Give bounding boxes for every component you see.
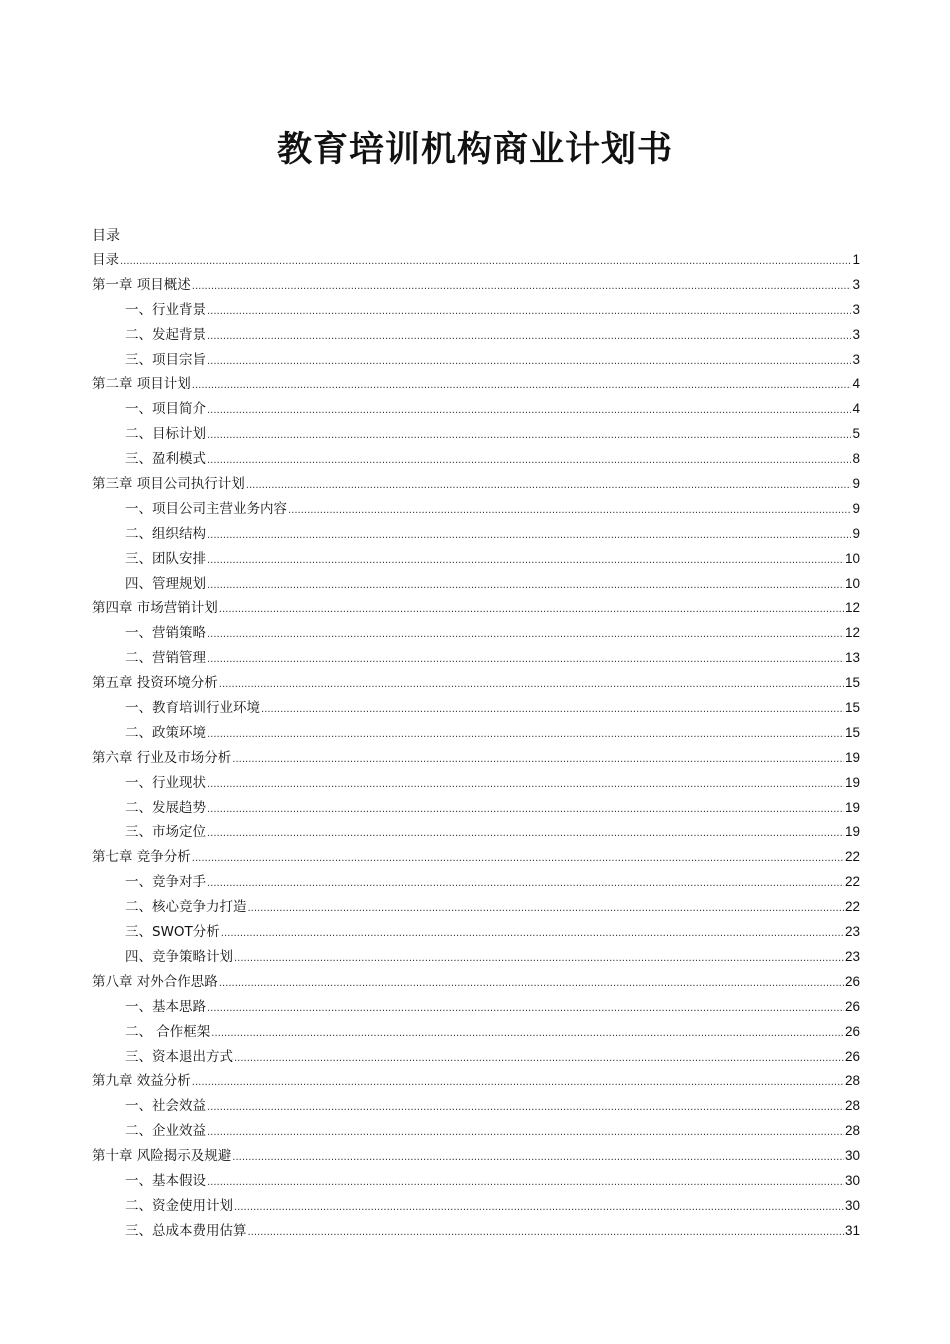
toc-dot-leader (192, 847, 844, 867)
toc-entry-page-number: 19 (844, 774, 860, 790)
toc-entry-label: 一、竞争对手 (125, 874, 206, 891)
toc-entry-label: 第二章 项目计划 (92, 376, 191, 393)
toc-entry-label: 三、总成本费用估算 (125, 1222, 247, 1239)
toc-entry[interactable] (92, 1096, 860, 1121)
toc-entry-page-number: 23 (844, 924, 860, 940)
toc-entry-label: 第四章 市场营销计划 (92, 600, 218, 617)
toc-entry-page-number: 9 (852, 500, 860, 516)
toc-dot-leader (246, 474, 852, 494)
toc-entry[interactable] (92, 872, 860, 897)
toc-entry-page-number: 28 (844, 1123, 860, 1139)
toc-entry-label: 二、企业效益 (125, 1123, 206, 1140)
toc-dot-leader (207, 449, 851, 469)
toc-entry-page-number: 4 (852, 376, 860, 392)
toc-entry-label: 第八章 对外合作思路 (92, 973, 218, 990)
toc-entry-page-number: 22 (844, 899, 860, 915)
toc-entry[interactable] (92, 250, 860, 275)
toc-entry-label: 四、管理规划 (125, 575, 206, 592)
toc-entry[interactable] (92, 399, 860, 424)
toc-dot-leader (248, 897, 844, 917)
toc-dot-leader (261, 698, 844, 718)
toc-entry-page-number: 9 (852, 525, 860, 541)
toc-entry-page-number: 1 (852, 252, 860, 267)
toc-dot-leader (192, 374, 852, 394)
toc-dot-leader (207, 773, 844, 793)
toc-dot-leader (192, 275, 852, 295)
toc-entry-label: 第十章 风险揭示及规避 (92, 1148, 232, 1165)
toc-dot-leader (219, 673, 844, 693)
toc-entry-page-number: 5 (852, 426, 860, 442)
toc-entry-page-number: 12 (844, 600, 860, 616)
toc-entry[interactable] (92, 922, 860, 947)
toc-entry-label: 三、团队安排 (125, 550, 206, 567)
toc-entry-page-number: 13 (844, 650, 860, 666)
toc-dot-leader (207, 648, 844, 668)
toc-dot-leader (219, 972, 844, 992)
toc-entry[interactable] (92, 499, 860, 524)
toc-entry[interactable] (92, 1196, 860, 1221)
toc-dot-leader (120, 250, 851, 270)
toc-entry-label: 一、项目简介 (125, 401, 206, 418)
toc-dot-leader (288, 499, 851, 519)
toc-entry[interactable] (92, 374, 860, 399)
toc-entry-page-number: 30 (844, 1148, 860, 1164)
toc-dot-leader (207, 1171, 844, 1191)
toc-entry-label: 第一章 项目概述 (92, 276, 191, 293)
toc-entry-label: 第六章 行业及市场分析 (92, 749, 232, 766)
toc-entry[interactable] (92, 1071, 860, 1096)
toc-entry[interactable] (92, 1022, 860, 1047)
toc-dot-leader (207, 574, 844, 594)
toc-entry-page-number: 22 (844, 849, 860, 865)
toc-entry-page-number: 19 (844, 799, 860, 815)
toc-entry-page-number: 9 (852, 476, 860, 492)
toc-entry[interactable] (92, 773, 860, 798)
toc-entry-label: 二、发起背景 (125, 326, 206, 343)
toc-entry[interactable] (92, 723, 860, 748)
toc-dot-leader (207, 872, 844, 892)
toc-entry[interactable] (92, 1121, 860, 1146)
toc-entry-label: 一、基本思路 (125, 998, 206, 1015)
toc-dot-leader (207, 1121, 844, 1141)
toc-entry[interactable] (92, 449, 860, 474)
toc-entry-page-number: 23 (844, 948, 860, 964)
toc-entry-page-number: 8 (852, 451, 860, 467)
toc-entry-label: 四、竞争策略计划 (125, 948, 233, 965)
toc-entry[interactable] (92, 350, 860, 375)
toc-entry[interactable] (92, 822, 860, 847)
toc-entry-label: 第五章 投资环境分析 (92, 675, 218, 692)
toc-entry-label: 第三章 项目公司执行计划 (92, 476, 245, 493)
toc-entry-page-number: 22 (844, 874, 860, 890)
toc-entry-page-number: 19 (844, 824, 860, 840)
toc-entry-page-number: 10 (844, 550, 860, 566)
toc-entry-label: 一、行业背景 (125, 301, 206, 318)
toc-entry-label: 二、核心竞争力打造 (125, 899, 247, 916)
table-of-contents (92, 250, 860, 1246)
toc-entry-label: 一、教育培训行业环境 (125, 700, 260, 717)
toc-dot-leader (232, 1146, 844, 1166)
toc-dot-leader (207, 549, 844, 569)
toc-entry-page-number: 30 (844, 1172, 860, 1188)
toc-entry[interactable] (92, 623, 860, 648)
toc-entry[interactable] (92, 673, 860, 698)
toc-entry-label: 目录 (92, 252, 119, 268)
toc-entry[interactable] (92, 300, 860, 325)
toc-entry[interactable] (92, 798, 860, 823)
toc-entry-page-number: 3 (852, 351, 860, 367)
toc-dot-leader (211, 1022, 844, 1042)
toc-dot-leader (207, 524, 851, 544)
toc-entry[interactable] (92, 275, 860, 300)
toc-entry[interactable] (92, 549, 860, 574)
toc-heading: 目录 (92, 228, 120, 244)
toc-entry[interactable] (92, 1047, 860, 1072)
toc-entry-label: 一、行业现状 (125, 774, 206, 791)
toc-dot-leader (207, 723, 844, 743)
toc-entry-page-number: 26 (844, 1048, 860, 1064)
toc-dot-leader (207, 300, 851, 320)
toc-dot-leader (221, 922, 844, 942)
document-title: 教育培训机构商业计划书 (276, 130, 673, 170)
toc-entry[interactable] (92, 1221, 860, 1246)
toc-dot-leader (207, 997, 844, 1017)
toc-entry-page-number: 3 (852, 276, 860, 292)
toc-entry-page-number: 4 (852, 401, 860, 417)
toc-dot-leader (207, 1096, 844, 1116)
toc-entry[interactable] (92, 524, 860, 549)
toc-entry[interactable] (92, 748, 860, 773)
toc-entry-page-number: 15 (844, 700, 860, 716)
toc-entry-label: 三、资本退出方式 (125, 1048, 233, 1065)
toc-entry-label: 二、 合作框架 (125, 1023, 211, 1040)
toc-entry-page-number: 15 (844, 675, 860, 691)
toc-entry[interactable] (92, 897, 860, 922)
toc-dot-leader (207, 822, 844, 842)
toc-entry-page-number: 26 (844, 973, 860, 989)
toc-entry-label: 三、项目宗旨 (125, 351, 206, 368)
toc-dot-leader (207, 424, 851, 444)
toc-entry[interactable] (92, 424, 860, 449)
toc-entry-label: 二、发展趋势 (125, 799, 206, 816)
toc-entry-label: 第七章 竞争分析 (92, 849, 191, 866)
toc-entry[interactable] (92, 1171, 860, 1196)
toc-entry-label: 二、组织结构 (125, 525, 206, 542)
toc-entry-page-number: 26 (844, 998, 860, 1014)
toc-entry-label: 一、项目公司主营业务内容 (125, 500, 287, 517)
toc-entry-label: 一、营销策略 (125, 625, 206, 642)
toc-dot-leader (234, 1047, 844, 1067)
toc-entry[interactable] (92, 847, 860, 872)
toc-entry-page-number: 3 (852, 326, 860, 342)
toc-entry-label: 第九章 效益分析 (92, 1073, 191, 1090)
toc-dot-leader (207, 623, 844, 643)
toc-dot-leader (207, 325, 851, 345)
toc-entry[interactable] (92, 947, 860, 972)
toc-entry[interactable] (92, 698, 860, 723)
toc-entry-page-number: 30 (844, 1197, 860, 1213)
toc-entry[interactable] (92, 474, 860, 499)
toc-entry-label: 二、资金使用计划 (125, 1197, 233, 1214)
toc-entry-label: 三、市场定位 (125, 824, 206, 841)
toc-dot-leader (207, 399, 851, 419)
toc-entry[interactable] (92, 574, 860, 599)
toc-entry[interactable] (92, 1146, 860, 1171)
toc-dot-leader (219, 598, 844, 618)
toc-dot-leader (234, 1196, 844, 1216)
toc-dot-leader (248, 1221, 844, 1241)
toc-dot-leader (232, 748, 844, 768)
toc-dot-leader (207, 350, 851, 370)
toc-entry[interactable] (92, 648, 860, 673)
toc-entry-label: 二、目标计划 (125, 426, 206, 443)
toc-entry-label: 一、社会效益 (125, 1098, 206, 1115)
toc-entry[interactable] (92, 325, 860, 350)
toc-entry-page-number: 12 (844, 625, 860, 641)
toc-dot-leader (234, 947, 844, 967)
toc-entry-label: 一、基本假设 (125, 1172, 206, 1189)
toc-entry[interactable] (92, 972, 860, 997)
toc-entry-page-number: 10 (844, 575, 860, 591)
toc-entry-page-number: 31 (844, 1222, 860, 1238)
toc-entry-page-number: 19 (844, 749, 860, 765)
toc-entry-label: 三、SWOT分析 (125, 924, 220, 941)
toc-entry-label: 二、营销管理 (125, 650, 206, 667)
toc-entry-page-number: 15 (844, 724, 860, 740)
toc-entry[interactable] (92, 997, 860, 1022)
toc-entry-label: 三、盈利模式 (125, 451, 206, 468)
toc-entry-label: 二、政策环境 (125, 724, 206, 741)
toc-entry-page-number: 3 (852, 301, 860, 317)
toc-dot-leader (207, 798, 844, 818)
toc-entry-page-number: 26 (844, 1023, 860, 1039)
toc-entry-page-number: 28 (844, 1098, 860, 1114)
toc-entry-page-number: 28 (844, 1073, 860, 1089)
toc-entry[interactable] (92, 598, 860, 623)
toc-dot-leader (192, 1071, 844, 1091)
